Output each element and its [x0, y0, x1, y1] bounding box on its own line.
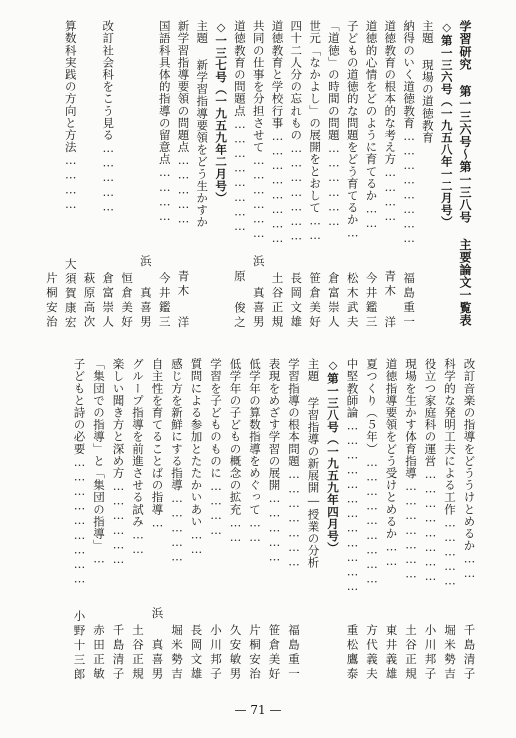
issue-header: ◇第一三六号（一九五八年一二月号） — [439, 20, 454, 229]
article-title: 感じ方を新鮮にする指導…………… — [170, 358, 184, 565]
article-title: 自主性を育てることばの指導… — [150, 358, 165, 530]
article-title: 「道徳」の時間の問題……………… — [326, 20, 341, 229]
article-author: 堀米勢吉 — [170, 624, 184, 682]
article-author: 小川邦子 — [209, 624, 223, 682]
article-author: 原 俊之 — [232, 269, 247, 330]
article-author: 浜 真喜男 — [150, 607, 165, 682]
article-author: 重松鷹泰 — [345, 624, 360, 682]
article-author: 倉富崇人 — [101, 272, 116, 330]
article-author: 青木 洋 — [383, 269, 398, 330]
article-author: 浜 真喜男 — [138, 255, 153, 330]
article-author: 小川邦子 — [423, 624, 438, 682]
article-title: 主題 学習指導の新展開―授業の分析 — [306, 358, 321, 569]
article-title: 役立つ家庭科の運営…………………… — [423, 358, 438, 584]
article-title: 国語科具体的指導の留意点………… — [157, 20, 172, 224]
issue-header: ◇一三七号（一九五九年二月号） — [214, 20, 229, 204]
article-title: 世元「なかよし」の展開をとおして…… — [308, 20, 323, 243]
article-author: 今井鑑三 — [157, 272, 172, 330]
article-title: 道徳教育の根本的な考え方………… — [383, 20, 398, 224]
article-author: 堀米勢吉 — [443, 624, 457, 682]
article-author: 東井義雄 — [384, 624, 399, 682]
article-title: 現場を生かす体育指導………………… — [404, 358, 418, 582]
article-author: 土谷正規 — [131, 624, 145, 682]
article-author: 土谷正規 — [404, 624, 418, 682]
article-author: 恒倉美好 — [120, 272, 135, 330]
article-title: 道徳的心情をどのように育てるか…… — [364, 20, 379, 231]
issue-header: ◇第一三八号（一九五九年四月号） — [326, 358, 340, 555]
article-title: 算数科実践の方向と方法………… — [63, 20, 78, 212]
article-author: 長岡文雄 — [289, 272, 304, 330]
article-title: 学習指導の根本問題………………… — [287, 358, 301, 570]
article-author: 松木武夫 — [345, 272, 360, 330]
article-author: 久安敏男 — [228, 624, 243, 682]
article-author: 笹倉美好 — [308, 272, 323, 330]
article-author: 福島重一 — [402, 272, 417, 330]
article-author: 長岡文雄 — [189, 624, 204, 682]
article-author: 片桐安治 — [248, 624, 262, 682]
article-title: グループ指導を前進させる試み…… — [131, 358, 145, 557]
page-heading: 学習研究 第一三六号～第一三八号 主要論文一覧表 — [458, 20, 472, 327]
article-title: 表現をめざす学習の展開…………… — [267, 358, 282, 565]
article-author: 赤田正敏 — [92, 624, 106, 682]
article-title: 納得のいく道徳教育…………………… — [402, 20, 417, 246]
article-author: 片桐安治 — [44, 272, 59, 330]
article-title: 科学的な発明工夫による工作…………… — [443, 358, 457, 589]
article-author: 倉富崇人 — [326, 272, 341, 330]
page-number: — 71 — — [234, 703, 282, 717]
article-title: 低学年の算数指導をめぐって…… — [248, 358, 262, 545]
article-title: 「集団での指導」と「集団の指導」… — [92, 358, 106, 567]
article-title: 改訂社会科をこう見る…………… — [101, 20, 116, 214]
article-title: 子どもの道徳的な問題をどう育てるか… — [345, 20, 360, 241]
article-author: 浜 真喜男 — [251, 255, 266, 330]
article-author: 千島清子 — [462, 624, 477, 682]
article-title: 道徳教育と学校行事…………………… — [270, 20, 285, 246]
article-author: 土谷正規 — [270, 272, 285, 330]
article-title: 道徳教育の問題点…………………… — [232, 20, 247, 234]
article-title: 四十二人分の忘れもの………………… — [289, 20, 304, 244]
article-author: 大須賀康宏 — [63, 257, 78, 330]
article-title: 学習を子どものものに………… — [209, 358, 223, 538]
article-title: 子どもと詩の必要……………………… — [72, 358, 87, 587]
article-author: 千島清子 — [111, 624, 126, 682]
article-author: 小野十三郎 — [72, 609, 87, 682]
article-title: 低学年の子どもの概念の拡充…… — [228, 358, 243, 545]
article-title: 共同の仕事を分担させて……………… — [251, 20, 266, 241]
article-author: 青木 洋 — [176, 269, 191, 330]
article-author: 今井鑑三 — [364, 272, 379, 330]
article-title: 道徳指導要領をどう受けとめるか…… — [384, 358, 399, 569]
article-title: 主題 現場の道徳教育 — [420, 20, 435, 144]
article-title: 改訂音楽の指導をどううけとめるか…… — [462, 358, 477, 581]
article-title: 夏つくり（５年）……………………… — [365, 358, 379, 587]
article-title: 新学習指導要領の問題点…………… — [176, 20, 191, 227]
article-author: 福島重一 — [287, 624, 301, 682]
article-author: 萩原高次 — [82, 272, 97, 330]
article-title: 主題 新学習指導要領をどう生かすか — [195, 20, 210, 229]
article-author: 方代義夫 — [365, 624, 379, 682]
article-title: 中堅教師論……………………………… — [345, 358, 360, 594]
article-author: 笹倉美好 — [267, 624, 282, 682]
article-title: 質問による参加とたたかいあい…… — [189, 358, 204, 557]
article-title: 楽しい聞き方と深め方……………… — [111, 358, 126, 567]
